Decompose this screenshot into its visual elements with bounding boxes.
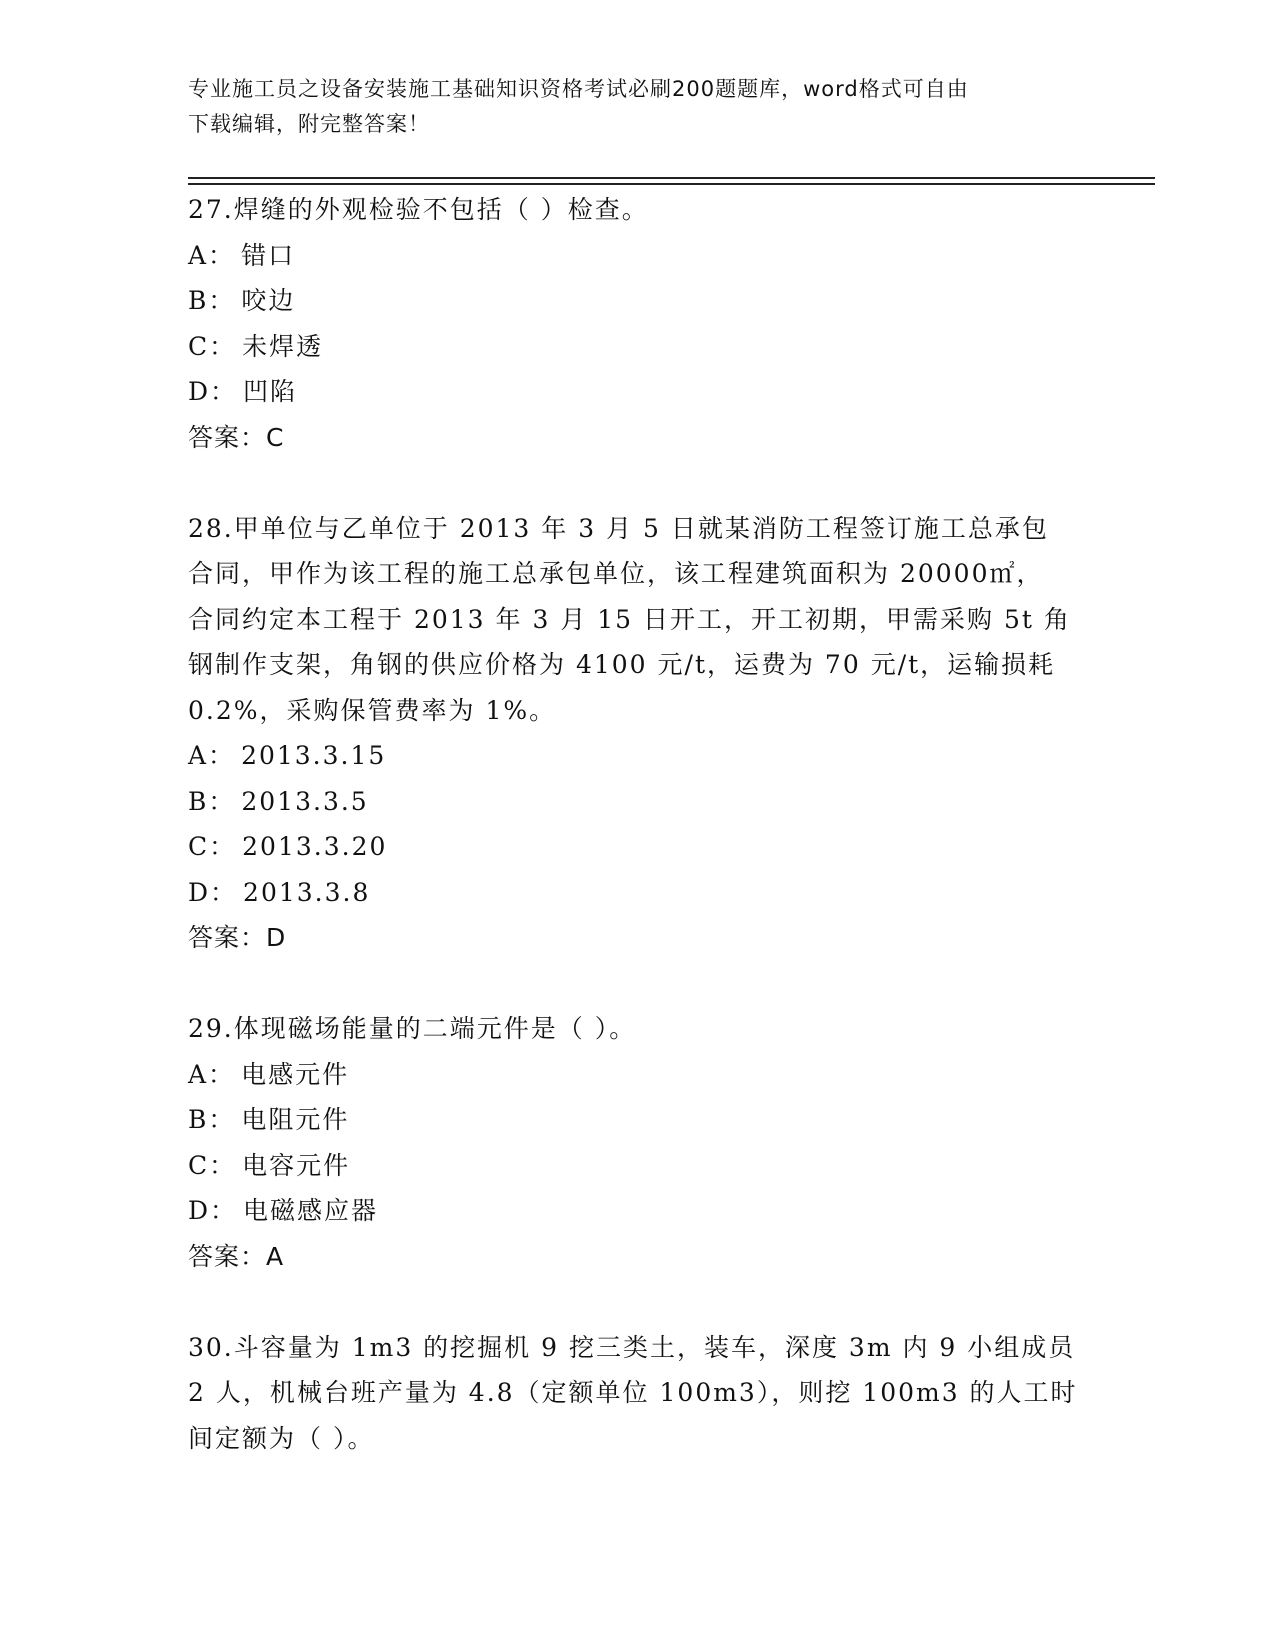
option-text: 2013.3.8: [243, 877, 371, 907]
question-stem: 29.体现磁场能量的二端元件是（ ）。: [188, 1014, 637, 1043]
option-a: [188, 1052, 1088, 1098]
header-line-1: 专业施工员之设备安装施工基础知识资格考试必刷200题题库，word格式可自由: [188, 77, 969, 101]
option-text: 2013.3.15: [241, 741, 387, 770]
option-key: D：: [188, 1196, 238, 1225]
option-b: [188, 779, 1088, 825]
option-key: C：: [188, 331, 237, 361]
option-key: A：: [188, 741, 236, 770]
option-a: [188, 233, 1088, 279]
question-stem-line: 0.2%，采购保管费率为 1%。: [188, 695, 557, 725]
option-key: D：: [188, 877, 238, 907]
option-key: C：: [188, 1150, 237, 1180]
question-stem-line: 30.斗容量为 1m3 的挖掘机 9 挖三类土，装车，深度 3m 内 9 小组成员: [188, 1332, 1076, 1362]
option-d: [188, 1188, 1088, 1234]
option-text: 电阻元件: [241, 1105, 350, 1134]
option-key: A：: [188, 1059, 236, 1089]
spacer: [188, 460, 1088, 506]
question-29: [188, 1006, 1088, 1279]
header-line-2: 下载编辑，附完整答案！: [188, 112, 430, 136]
option-d: [188, 369, 1088, 415]
option-key: B：: [188, 1105, 236, 1134]
question-stem-line: 28.甲单位与乙单位于 2013 年 3 月 5 日就某消防工程签订施工总承包: [188, 513, 1049, 543]
question-list: [188, 187, 1088, 1461]
option-text: 未焊透: [242, 331, 324, 361]
header-divider-bottom: [188, 183, 1155, 185]
option-text: 2013.3.20: [242, 832, 388, 861]
option-key: D：: [188, 377, 238, 406]
option-text: 错口: [241, 240, 296, 270]
question-stem: 27.焊缝的外观检验不包括（ ）检查。: [188, 195, 649, 224]
option-b: [188, 1097, 1088, 1143]
option-text: 电感元件: [241, 1059, 350, 1089]
option-d: [188, 870, 1088, 916]
option-text: 2013.3.5: [241, 786, 369, 816]
document-header: [188, 72, 1068, 142]
option-a: [188, 733, 1088, 779]
option-c: [188, 1143, 1088, 1189]
question-30: [188, 1325, 1088, 1462]
question-stem-line: 合同，甲作为该工程的施工总承包单位，该工程建筑面积为 20000㎡，: [188, 559, 1044, 588]
option-c: [188, 324, 1088, 370]
answer-line: 答案：D: [188, 923, 287, 952]
spacer: [188, 961, 1088, 1007]
header-divider-top: [188, 177, 1155, 179]
question-27: [188, 187, 1088, 460]
option-key: B：: [188, 786, 236, 816]
option-text: 电磁感应器: [243, 1196, 379, 1225]
option-c: [188, 824, 1088, 870]
option-text: 凹陷: [243, 377, 298, 406]
option-key: C：: [188, 832, 237, 861]
question-stem-line: 钢制作支架，角钢的供应价格为 4100 元/t，运费为 70 元/t，运输损耗: [188, 650, 1056, 679]
question-stem-line: 合同约定本工程于 2013 年 3 月 15 日开工，开工初期，甲需采购 5t 角: [188, 604, 1071, 634]
option-text: 电容元件: [242, 1150, 351, 1180]
question-stem-line: 2 人，机械台班产量为 4.8（定额单位 100m3），则挖 100m3 的人工时: [188, 1378, 1078, 1407]
spacer: [188, 1279, 1088, 1325]
option-key: B：: [188, 286, 236, 315]
question-stem-line: 间定额为（ ）。: [188, 1423, 375, 1453]
answer-line: 答案：C: [188, 422, 285, 452]
option-b: [188, 278, 1088, 324]
question-28: [188, 506, 1088, 961]
answer-line: 答案：A: [188, 1241, 285, 1271]
option-key: A：: [188, 240, 236, 270]
option-text: 咬边: [241, 286, 296, 315]
